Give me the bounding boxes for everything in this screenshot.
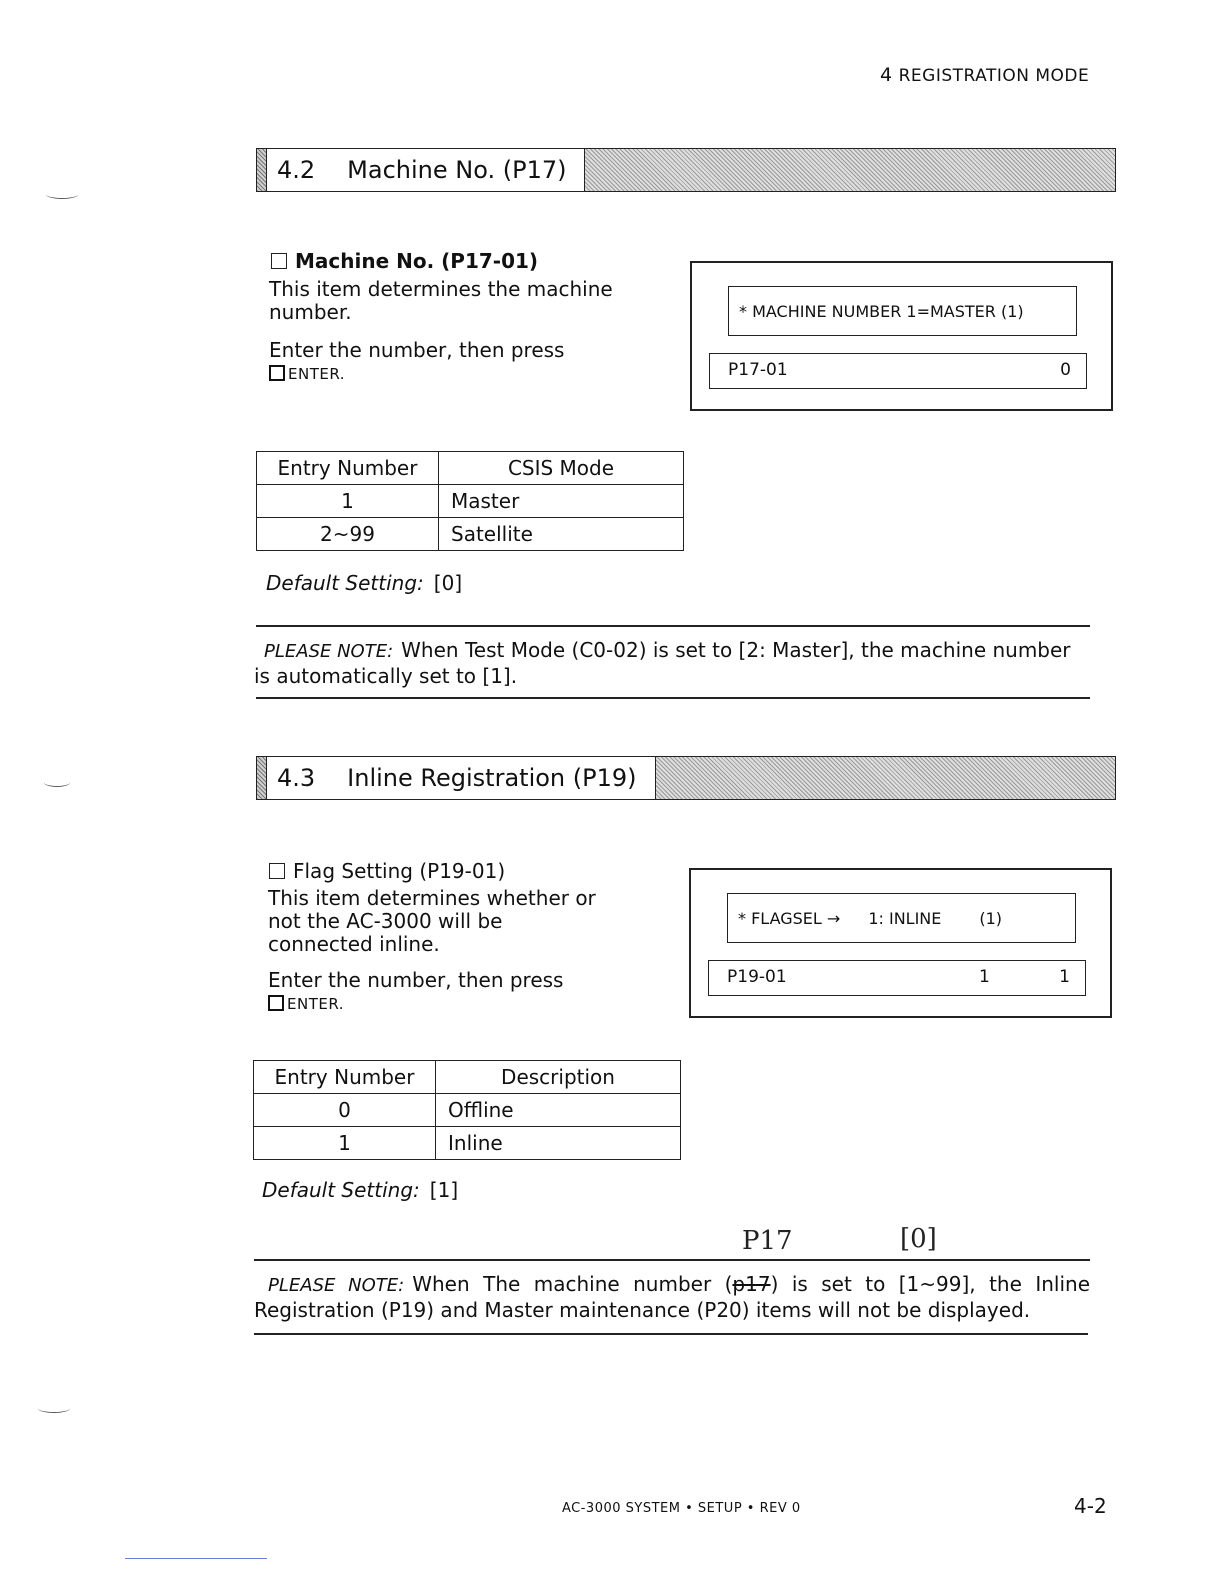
register-code: P17-01 bbox=[728, 360, 788, 380]
table-row bbox=[254, 1127, 681, 1160]
item-title: Flag Setting (P19-01) bbox=[293, 859, 506, 883]
table-cell: Satellite bbox=[439, 518, 684, 551]
note-text: When Test Mode (C0-02) is set to [2: Master], the machine number is automatically set to [1]. bbox=[254, 638, 1071, 688]
chapter-number: 4 bbox=[880, 64, 893, 86]
lcd-flag-label: * FLAGSEL → bbox=[738, 908, 841, 928]
scan-mark bbox=[38, 1404, 70, 1413]
chapter-title: REGISTRATION MODE bbox=[898, 66, 1090, 86]
table-header-row bbox=[254, 1061, 681, 1094]
section-banner-4-3 bbox=[256, 756, 1116, 800]
entry-table bbox=[256, 451, 684, 551]
note-text-after: ) is set to [1~99], the Inline Registration (P19) and Master maintenance (P20) items will not be displayed. bbox=[254, 1272, 1090, 1322]
handwritten-annotation: P17 bbox=[742, 1226, 793, 1256]
handwritten-value: [0] bbox=[900, 1224, 937, 1254]
note-rule-top bbox=[254, 1259, 1090, 1261]
note-text-before: When The machine number ( bbox=[412, 1272, 733, 1296]
item-instruction: Enter the number, then press bbox=[269, 338, 565, 362]
default-setting bbox=[266, 571, 462, 595]
section-title bbox=[267, 149, 585, 191]
running-head bbox=[880, 64, 1089, 86]
register-value: 1 bbox=[1059, 967, 1070, 987]
table-row bbox=[254, 1094, 681, 1127]
banner-marker bbox=[257, 757, 267, 799]
default-value: [1] bbox=[429, 1178, 459, 1202]
scan-mark bbox=[44, 778, 70, 787]
default-value: [0] bbox=[433, 571, 463, 595]
section-number: 4.3 bbox=[277, 764, 316, 792]
item-title: Machine No. (P17-01) bbox=[295, 249, 539, 273]
section-title bbox=[267, 757, 656, 799]
table-cell: Offline bbox=[436, 1094, 681, 1127]
entry-table bbox=[253, 1060, 681, 1160]
note-rule-bottom bbox=[254, 1333, 1088, 1335]
note-label: PLEASE NOTE: bbox=[264, 641, 394, 662]
item-description: This item determines whether or not the AC-3000 will be connected inline. bbox=[268, 886, 596, 956]
table-cell: Master bbox=[439, 485, 684, 518]
banner-marker bbox=[257, 149, 267, 191]
table-row bbox=[257, 518, 684, 551]
table-header: Entry Number bbox=[257, 452, 439, 485]
lcd-message bbox=[728, 286, 1077, 336]
lcd-flag-default: (1) bbox=[979, 908, 1003, 928]
table-header: Entry Number bbox=[254, 1061, 436, 1094]
enter-text: ENTER. bbox=[287, 995, 344, 1013]
table-header: Description bbox=[436, 1061, 681, 1094]
table-cell: 1 bbox=[257, 485, 439, 518]
display-panel bbox=[690, 261, 1113, 411]
default-label: Default Setting: bbox=[262, 1178, 420, 1202]
lcd-flag-option: 1: INLINE bbox=[868, 908, 942, 928]
enter-key-icon bbox=[269, 365, 285, 381]
item-heading bbox=[271, 249, 538, 273]
item-heading bbox=[269, 859, 505, 883]
page-number: 4-2 bbox=[1074, 1494, 1107, 1518]
enter-key-label bbox=[269, 365, 345, 383]
checkbox-icon bbox=[271, 253, 287, 269]
table-row bbox=[257, 485, 684, 518]
please-note bbox=[254, 638, 1090, 689]
scan-mark bbox=[46, 190, 78, 199]
register-value: 1 bbox=[979, 967, 990, 987]
banner-shading bbox=[585, 149, 1115, 191]
display-panel bbox=[689, 868, 1112, 1018]
banner-shading bbox=[656, 757, 1116, 799]
register-line bbox=[709, 353, 1087, 389]
section-name: Machine No. (P17) bbox=[347, 156, 567, 184]
table-cell: 0 bbox=[254, 1094, 436, 1127]
section-banner-4-2 bbox=[256, 148, 1116, 192]
table-header-row bbox=[257, 452, 684, 485]
enter-text: ENTER. bbox=[288, 365, 345, 383]
table-cell: 2~99 bbox=[257, 518, 439, 551]
register-code: P19-01 bbox=[727, 967, 787, 987]
enter-key-label bbox=[268, 995, 344, 1013]
note-rule-top bbox=[256, 625, 1090, 627]
checkbox-icon bbox=[269, 863, 285, 879]
note-label: PLEASE NOTE: bbox=[268, 1275, 405, 1296]
item-description: This item determines the machine number. bbox=[269, 277, 613, 324]
section-name: Inline Registration (P19) bbox=[347, 764, 637, 792]
lcd-message-text: * MACHINE NUMBER 1=MASTER (1) bbox=[739, 301, 1024, 321]
footer-doc-id: AC-3000 SYSTEM • SETUP • REV 0 bbox=[562, 1501, 801, 1516]
register-value: 0 bbox=[1060, 360, 1071, 380]
note-struck-text: p17 bbox=[732, 1272, 771, 1296]
default-setting bbox=[262, 1178, 458, 1202]
item-instruction: Enter the number, then press bbox=[268, 968, 564, 992]
table-cell: 1 bbox=[254, 1127, 436, 1160]
please-note bbox=[254, 1272, 1090, 1323]
table-header: CSIS Mode bbox=[439, 452, 684, 485]
lcd-message bbox=[727, 893, 1076, 943]
scan-line bbox=[125, 1558, 267, 1559]
note-rule-bottom bbox=[256, 697, 1090, 699]
default-label: Default Setting: bbox=[266, 571, 424, 595]
section-number: 4.2 bbox=[277, 156, 316, 184]
table-cell: Inline bbox=[436, 1127, 681, 1160]
register-line bbox=[708, 960, 1086, 996]
enter-key-icon bbox=[268, 995, 284, 1011]
